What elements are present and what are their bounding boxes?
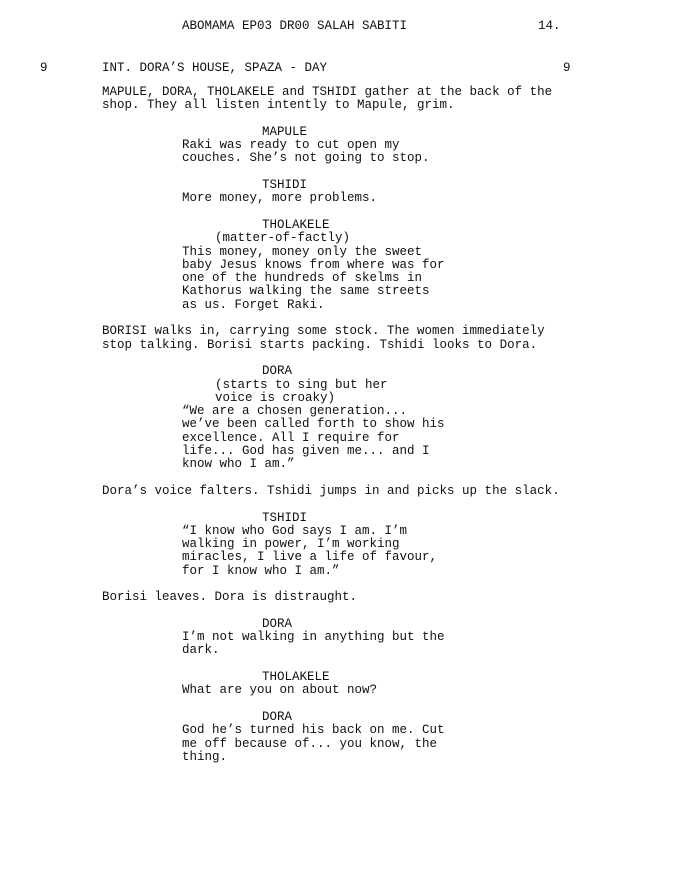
character-name: MAPULE [262, 124, 308, 139]
dialogue-block [0, 126, 680, 166]
script-body [0, 86, 680, 777]
page-header-title: ABOMAMA EP03 DR00 SALAH SABITI [182, 19, 408, 33]
dialogue-text: This money, money only the sweet baby Jesus knows from where was for one of the hundreds of skelms in Kathorus walking the same streets as us. Forget Raki. [182, 244, 445, 312]
character-name: TSHIDI [262, 178, 308, 193]
page-number: 14. [538, 19, 561, 33]
scene-heading: INT. DORA’S HOUSE, SPAZA - DAY [102, 61, 328, 75]
dialogue-text: “We are a chosen generation... we’ve been called forth to show his excellence. All I require for life... God has given me... and I know who I am.” [182, 404, 445, 472]
action-line: BORISI walks in, carrying some stock. The women immediately stop talking. Borisi starts packing. Tshidi looks to Dora. [102, 324, 545, 352]
dialogue-block [0, 219, 680, 312]
character-name: DORA [262, 709, 293, 724]
action-line: Dora’s voice falters. Tshidi jumps in and picks up the slack. [102, 483, 560, 498]
dialogue-block [0, 179, 680, 206]
dialogue-block [0, 512, 680, 578]
dialogue-text: “I know who God says I am. I’m walking in power, I’m working miracles, I live a life of favour, for I know who I am.” [182, 523, 438, 578]
dialogue-block [0, 365, 680, 471]
dialogue-block [0, 671, 680, 698]
character-name: TSHIDI [262, 510, 308, 525]
scene-number-left: 9 [40, 61, 48, 75]
action-line: Borisi leaves. Dora is distraught. [102, 590, 358, 605]
dialogue-text: Raki was ready to cut open my couches. She’s not going to stop. [182, 138, 430, 166]
dialogue-text: More money, more problems. [182, 191, 378, 206]
dialogue-block [0, 618, 680, 658]
dialogue-text: God he’s turned his back on me. Cut me off because of... you know, the thing. [182, 723, 445, 764]
action-line: MAPULE, DORA, THOLAKELE and TSHIDI gather at the back of the shop. They all listen intently to Mapule, grim. [102, 85, 553, 113]
character-name: THOLAKELE [262, 670, 330, 685]
parenthetical: (matter-of-factly) [215, 231, 351, 246]
character-name: DORA [262, 616, 293, 631]
dialogue-block [0, 711, 680, 764]
dialogue-text: What are you on about now? [182, 683, 378, 698]
parenthetical: (starts to sing but her voice is croaky) [215, 377, 388, 405]
dialogue-text: I’m not walking in anything but the dark. [182, 630, 445, 658]
character-name: DORA [262, 364, 293, 379]
scene-number-right: 9 [563, 61, 571, 75]
character-name: THOLAKELE [262, 217, 330, 232]
